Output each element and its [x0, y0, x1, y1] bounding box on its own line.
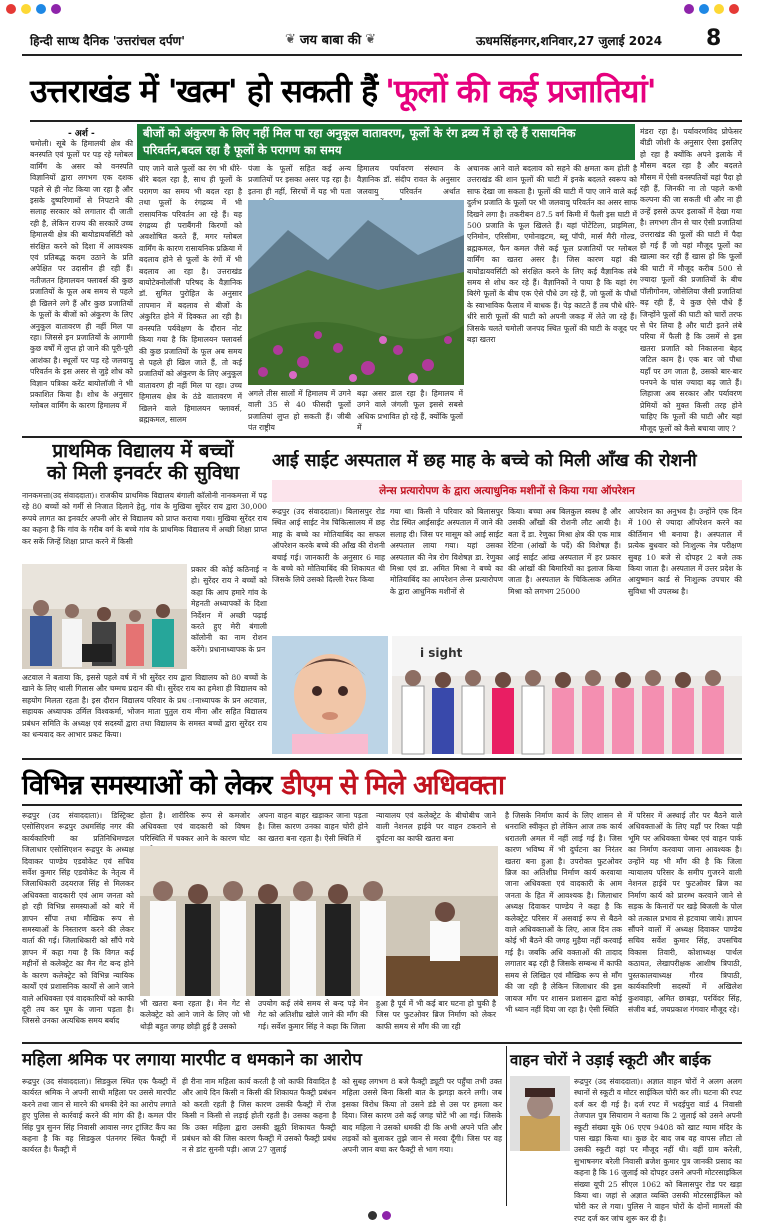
dot-icon — [699, 4, 709, 14]
dot-icon — [684, 4, 694, 14]
story4-column-3-bottom: उपयोग कई लंबे समय से बन्द पड़े मेन गेट को अतिशीघ्र खोले जाने की माँग की गई। सर्वेश कुमार सिंह ने कहा कि जिला — [258, 999, 368, 1031]
dot-icon — [729, 4, 739, 14]
paper-name: हिन्दी साप्ध दैनिक 'उत्तरांचल दर्पण' — [30, 34, 185, 48]
story4-column-6: में परिसर में अस्थाई तौर पर बैठने वाले अधिवक्ताओं के लिए यहाँ पर रिक्त पड़ी भूमि पर अधिवक्ता चेम्बर एवं वाहन पार्क का निर्माण करवाया जाना आवश्यक है। उन्होंने यह भी माँग की है कि जिला न्यायालय परिसर के समीप गुजरने वाली नेशनल हाईवे पर फुटओवर ब्रिज का निर्माण कार्य को प्रारम्भ करवाने जाने से सड़क के किनारों पर खड़े बिजली के पोल को तत्काल प्रभाव से हटवाया जाये। ज्ञापन सौंपने वालों में अध्यक्ष दिवाकर पाण्डेय सचिव सर्वेश कुमार सिंह, उपसचिव विकास तिवारी, कोशाध्यक्ष पार्थल कठायत, लेखापरीक्षक आशीष त्रिपाठी, पुस्तकालयाध्यक्ष गौरव त्रिपाठी, कार्यकारिणी सदस्यों में अखिलेश कुशवाहा, अमित छाबड़ा, परविंदर सिंह, संजीव बर्ड, जयप्रकाश गंगवार मौजूद रहे। — [628, 811, 742, 1014]
ornament-icon: ❦ — [285, 31, 296, 47]
story3-headline: आई साईट अस्पताल में छह माह के बच्चे को मिली आँख की रोशनी — [272, 451, 697, 471]
story4-column-4-bottom: हुआ है पूर्व में भी कई बार घटना हो चुकी है जिस पर फुटओवर ब्रिज निर्माण को लेकर काफी समय से माँग की जा रही — [376, 999, 496, 1031]
masthead-rule — [22, 54, 742, 56]
school-photo — [22, 564, 187, 669]
dateline: ऊधमसिंहनगर,शनिवार,27 जुलाई 2024 — [476, 34, 663, 48]
baby-photo-illustration — [272, 636, 388, 754]
story4-column-2-bottom: भी खतरा बना रहता है। मेन गेट से कलेक्ट्रेट को आने जाने के लिए जो भी थोड़ी बहुत जगह छोड़ी हुई है उसको — [140, 999, 250, 1031]
story1-column-1: चमोली। सूबे के हिमालयी क्षेत्र की बनस्पति एवं फूलों पर पड़ रहे ग्लोबल वार्मिंग के असर को वनस्पति विज्ञानियों द्वारा लगभग एक दशक पहले से ही नोट किया जा रहा है और इसके दुष्परिणामों से निपटाने की सलाह सरकार को लगातार दी जाती रही है, लेकिन राज्य की सरकारें उच्च हिमालयी क्षेत्र की बायोडायवर्सिटी को संरक्षित करने को दिशा में आवश्यक एवं प्रतिबद्ध कदम उठाने के प्रति अपेक्षित पर उदासीन ही रही हैं। नतीजतन हिमालयन फ्लावर्स की कुछ प्रजातियों के फूल अब समय से पहले ही खिलने लगे हैं और कुछ प्रजातियों के फूलों के बीजों को अंकुरण के लिए अनुकूल वातावरण ही नहीं मिल पा रहा। जिससे इन प्रजातियों के आगामी कुछ वर्षों में लुप्त हो जाने की पूरी-पूरी आशंका है। स्थूलों पर पड़ रहे जलवायु परिवर्तन के इस असर से जुड़े शोध को विज्ञान पत्रिका करेंट बायोलॉजी ने भी प्रकाशित किया है। शोध के अनुसार ग्लोबल वार्मिंग के कारण हिमालय में — [30, 139, 133, 411]
motto-text: जय बाबा की — [299, 33, 362, 48]
baby-photo — [272, 636, 388, 754]
story3-bottom-rule — [22, 758, 742, 760]
story4-column-3-top: अपना वाहन बाहर खड़ाकर जाना पड़ता है। जिस कारण उनका वाहन चोरी होने का खतरा बना रहता है। ऐसी स्थिति में — [258, 811, 368, 843]
story1-column-2: पाए जाने वाले फूलों का रंग भी धीरे-धीरे बदल रहा है, साथ ही फूलों के परागण का समय भी बदल रहा है तथा फूलों के रंगद्रव्य में भी रासायनिक परिवर्तन आ रहे हैं। यह रंगद्रव्य ही पराबैंगनी किरणों को अवशोषित करते हैं, मगर ग्लोबल वार्मिंग के कारण रासायनिक प्रक्रिया में बदलाव होने से फूलों के रंगों में भी बदलाव आ रहा है। उत्तराखंड बायोटेक्नोलॉजी परिषद के वैज्ञानिक डॉ. सुमित पुरोहित के अनुसार तापमान में बदलाव से बीजों के अंकुरित होने में दिक्कत आ रही है।वनस्पति पर्यवेक्षण के दौरान नोट किया गया है कि हिमालयन फ्लावर्स की कुछ प्रजातियों के फूल अब समय से पहले ही खिल जाते हैं, तो कई प्रजातियों को अंकुरण के लिए अनुकूल वातावरण ही नहीं मिल पा रहा। उच्च हिमालय क्षेत्र के ठंडे वातावरण में खिलने वाले हिमालयन फ्लावर्स, ब्रह्मकमल, सालम — [139, 164, 242, 424]
story2-side: प्रकार की कोई कठिनाई न हो। सुरेंदर राय ने बच्चों को कहा कि आप हमारे गांव के मेहनती अध्यापकों के दिशा निर्देशन में अच्छी पढ़ाई करते हुए मेरी बंगाली कॉलोनी का नाम रोशन करेंगे। प्रधानाध्यापक के प्रन — [191, 565, 267, 654]
story1-headline-part1: उत्तराखंड में 'खत्म' हो सकती हैं — [30, 71, 378, 110]
story3-column-1: रूद्रपुर (उद संवाददाता)। बिलासपुर रोड स्थित आई साईट नेत्र चिकित्सालय में छह माह के बच्चे का मोतियाबिंद का सफल ऑपरेशन करके बच्चे की आँख की रोशनी बचाई गई। जानकारी के अनुसार 6 माह के बच्चे को मोतियाबिंद की शिकायत थी जिसके लिये उसको दिल्ली रेफर किया — [272, 507, 385, 585]
story4-bottom-rule — [22, 1042, 742, 1044]
dot-icon — [6, 4, 16, 14]
story5-headline: महिला श्रमिक पर लगाया मारपीट व धमकाने का आरोप — [22, 1050, 362, 1070]
story2-bottom: अटवाल ने बताया कि, इससे पहले वर्ष में भी सुरेंदर राय द्वारा विद्यालय को 80 बच्चों के खाने के लिए थाली गिलास और चम्मच प्रदान की थी। सुरेंदर राय का हमेशा ही विद्यालय को सहयोग मिलता रहता है। इस दौरान विद्यालय परिवार के प्रध ानाध्यापक के प्रन अटवाल, सहायक अध्यापक उर्मिल विश्वकर्मा, भोजन माता पुतुल राय मीना और सहित विद्यालय प्रबंधन समिति के अध्यक्ष एवं सदस्यों द्वारा तथा विद्यालय के समस्त बच्चों द्वारा सुरेंदर राय का धन्यवाद कर आभार प्रकट किया। — [22, 673, 267, 740]
masthead-dots-right — [684, 4, 739, 14]
advocates-meeting-illustration — [140, 846, 498, 996]
hospital-staff-photo — [392, 636, 742, 754]
story5-column-3: को सुबह लगभग 8 बजे फैक्ट्री ड्यूटी पर पहुँचा तभी उक्त महिला उससे बिना किसी बात के झगड़ा करने लगी। जब इसका विरोध किया तो उसने डंडे से उस पर हमला कर दिया। जिस कारण उसे कई जगह चोटें भी आ गई। जिसके बाद महिला ने उसको धमकी दी कि अभी अपने पति और लड़कों को बुलाकर तुझे जान से मरवा दूँगी। जिस पर वह अपनी जान बचा कर फैक्ट्री से भाग गया। — [342, 1077, 502, 1155]
story4-column-2-top: होता है। शारीरिक रूप से कमजोर अधिवक्ता एवं वादकारी को विषम परिस्थिति में चक्कर आने के कारण चोट — [140, 811, 250, 843]
dot-icon — [368, 1211, 377, 1220]
dot-icon — [51, 4, 61, 14]
story2-intro: नानकमत्ता(उद संवाददाता)। राजकीय प्राथमिक विद्यालय बंगाली कॉलोनी नानकमत्ता में पढ़ रहे 80 बच्चों को गर्मी से निजात दिलाने हेतु, गांव के मुखिया सुरेंदर राय द्वारा 30,000 रूपये लागत का इनवर्टर अपनी ओर से विद्यालय को प्राप्त कराया गया। मुखिया सुरेंदर राय का कहना है कि गांव के गरीब वर्ग के बच्चे गांव के प्राथमिक विद्यालय में अच्छी शिक्षा प्राप्त कर सकें जिन्हें शिक्षा प्राप्त करने में किसी — [22, 491, 267, 546]
story3-subheadline: लेन्स प्रत्यारोपण के द्वारा अत्याधुनिक मशीनों से किया गया ऑपरेशन — [272, 480, 742, 502]
story1-column-3-bottom: अगले तीस सालों में हिमालय में उगने वाली 35 से 40 फीसदी फूलों प्रजातियां लुप्त हो सकती हैं। जीबी पंत राष्ट्रीय — [248, 389, 351, 433]
story1-headline — [30, 60, 742, 122]
footer-dots — [368, 1211, 391, 1220]
story1-column-3-top: पंजा के फूलों सहित कई अन्य प्रजातियों पर इसका असर पड़ रहा है। इतना ही नहीं, सिरचों में यह भी पता — [248, 164, 351, 196]
story1-column-4-top: हिमालय पर्यावरण संस्थान के वैज्ञानिक डॉ. संदीप रावत के अनुसार जलवायु परिवर्तन अर्थात — [357, 164, 460, 196]
story2-headline-line2: को मिली इनवर्टर की सुविधा — [46, 462, 240, 484]
dot-icon — [36, 4, 46, 14]
dot-icon — [382, 1211, 391, 1220]
dot-icon — [21, 4, 31, 14]
story4-headline — [22, 762, 742, 806]
story4-column-5: है जिसके निर्माण कार्य के लिए शासन से धनराशि स्वीकृत हो लेकिन आज तक कार्य धरातली अमल में नहीं लाई गई है। जिस कारण भविष्य में भी दुर्घटना का निरंतर खतरा बना हुआ है। उपरोक्त फुटओवर ब्रिज का अतिशीघ्र निर्माण कार्य करवाया जाना अधिवक्ता एवं वादकारी के आम जनता के हित में आवश्यक है। जिलाधार अध्यक्ष दिवाकर पाण्डेय ने कहा है कि कलेक्ट्रेट परिसर में असवाई रूप से बैठने वाले अधिवक्ताओं के लिए, आज दिन तक कोई भी बैठने की जगह मुहैया नहीं करवाई गई है। जबकि अधि वक्ताओं की तादाद लगातार बढ़ रही है जिसके सम्बन्ध में काफी समय से लिखित एवं मौखिक रूप से माँग की जा रही है लेकिन जिलाधार की इस जायज माँग पर शासन प्रशासन द्वारा कोई भी ध्यान नहीं दिया जा रहा है। ऐसी स्थिति — [505, 811, 622, 1014]
valley-of-flowers-photo — [248, 200, 464, 385]
school-photo-illustration — [22, 564, 187, 669]
story1-subheadline: बीजों को अंकुरण के लिए नहीं मिल पा रहा अनुकूल वातावरण, फूलों के रंग द्रव्य में हो रहे हैं रासायनिक परिवर्तन,बदल रहा है फूलों के परागण का समय — [137, 124, 635, 160]
story3-column-3: किया। बच्चा अब बिलकुल स्वस्थ है और उसकी आँखों की रोशनी लौट आयी है। बता दें डा. रेणुका मिश्रा क्षेत्र की एक मात्र रेटिना (आंखों के पर्दे) की विशेषज्ञ हैं। आई साईट आंख अस्पताल में हर प्रकार की आंखों की बिमारियों का इलाज किया जाता है। अस्पताल के चिकित्सक अमित मिश्रा को लगभग 25000 — [508, 507, 621, 596]
story3-column-4: आपरेशन का अनुभव है। उन्होंने एक दिन में 100 से ज्यादा ऑपरेशन करने का कीर्तिमान भी बनाया है। अस्पताल में प्रत्येक बुधवार को निःशुल्क नेत्र परीक्षण सुबह 10 बजे से दोपहर 2 बजे तक किया जाता है। अस्पताल में उत्तर प्रदेश के आयुष्मान कार्ड से निःशुल्क उपचार की सुविधा भी उपलब्ध है। — [628, 507, 742, 596]
ornament-icon: ❦ — [365, 31, 376, 47]
isight-logo: i sight — [420, 646, 463, 660]
story4-column-1: रूद्रपुर (उद संवाददाता)। डिस्ट्रिक्ट एसोसिएशन रूद्रपुर उधमसिंह नगर की कार्यकारिणी का प्रतिनिधिमण्डल जिलाधार एसोसिएशन रूद्रपुर के अध्यक्ष दिवाकर पाण्डेय एडवोकेट एवं सचिव सर्वेश कुमार सिंह एडवोकेट के नेतृत्व में जिलाधिकारी उदयराज सिंह से मिलकर अधिवक्ता वादकारी एवं आम जनता को हो रही विभिन्न समस्याओं को बारे में ज्ञापन सौंपा तथा मौखिक रूप से समस्याओं के निस्तारण करने की लेकर वार्ता की गई। जिलाधिकारी को सौंपे गये ज्ञापन में कहा गया है कि विगत कई महीनों से कलेक्ट्रेट का मैन गेट बन्द होने के कारण कलेक्ट्रेट को विभिन्न न्यायिक कार्यों एवं प्रशासनिक कार्यों से आने जाने वाले अधिवक्ता एवं वादकारियों को काफी दूरी तय कर घूम के जाना पड़ता है। जिससे उनका अत्यधिक समय बर्बाद — [22, 811, 134, 1026]
story1-byline: - अर्श - — [68, 129, 95, 139]
dot-icon — [714, 4, 724, 14]
page-number: 8 — [706, 26, 722, 51]
story6-body: रूद्रपुर (उद संवाददाता)। अज्ञात वाहन चोरों ने अलग अलग स्थानों से स्कूटी व मोटर साईकिल चोरी कर ली। घटना की रपट दर्ज कर दी गई है। दर्ज रपट में भदईपुरा वार्ड 4 निवासी तेजपाल पुत्र सियाराम ने बताया कि 2 जुलाई को उसने अपनी स्कूटी संख्या यूके 06 एएच 9408 को खाट ग्याम मंदिर के पास खड़ा किया था। कुछ देर बाद जब वह वापस लौटा तो उसकी स्कूटी वहां पर मौजूद नहीं थी। वहीं ग्राम करेली, सुभाषनगर बरेली निवासी ब्रजेश कुमार पुत्र जानकी प्रसाद का कहना है कि 16 जुलाई को दोपहर उसने अपनी मोटरसाइकिल संख्या यूपी 25 सीएल 1062 को बिलासपुर रोड पर खड़ा किया था। जहां से अज्ञात व्यक्ति उसकी मोटरसाईकिल को चोरी कर ले गया। पुलिस ने वाहन चोरों के दोनों मामलों की रपट दर्ज कर जांच शुरू कर दी है। — [574, 1077, 743, 1223]
story4-column-4-top: न्यायालय एवं कलेक्ट्रेट के बीचोबीच जाने वाली नेशनल हाईवे पर वाहन टकराने से दुर्घटना का काफी खतरा बना — [376, 811, 496, 843]
story5-right-rule — [506, 1046, 507, 1206]
story1-column-6: मंडरा रहा है। पर्यावरणविद प्रोफेसर बीडी जोशी के अनुसार ऐसा इसलिए हो रहा है क्योंकि अपने इलाके में मौसम बदल रहा है और बदलते मौसम में ऐसी वनस्पतियों यहां पैदा हो रही हैं, जिनकी ना तो पहले कभी कल्पना की जा सकती थी और ना ही उन्हें इससे ऊपर इलाकों में देखा गया है। लगभग तीन से चार ऐसी प्रजातियां उत्तराखंड की फूलों की घाटी में पैदा हो गई हैं जो यहां मौजूद फूलों का खात्मा कर रही हैं खास हो कि फूलों की घाटी में मौजूद करीब 500 से ज्यादा फूलों की प्रजातियों के बीच पॉलीगोनम, जोसेलिया जैसी प्रजातियां बढ़ रही हैं, ये कुछ ऐसे पौधे हैं जिन्होंने फूलों की घाटी को चारों तरफ से घेर लिया है और घाटी इतने लंबे परिया में फैली है कि उसमें से इस खतरा प्रजाति को निकालना बेहद जटिल काम है। एक बार जो पौधा यहाँ पर उग जाता है, उसको बार-बार पनपने के चांस ज्यादा बढ़ जाते हैं। लिहाजा अब सरकार और पर्यावरण प्रेमियों को मुक्त किसी तरह होने चाहिए कि फूलों की घाटी और यहां मौजूद फूलों को कैसे बचाया जाए ? — [640, 127, 742, 433]
story1-column-4-bottom: बढ़ा असर डाल रहा है। हिमालय में उगने वाले जंगली फूल इससे सबसे अधिक प्रभावित हो रहे हैं, क्योंकि फूलों में — [357, 389, 463, 433]
story4-headline-part2: डीएम से मिले अधिवक्ता — [281, 769, 505, 801]
story6-headline: वाहन चोरों ने उड़ाई स्कूटी और बाईक — [510, 1051, 711, 1069]
story1-headline-part2: 'फूलों की कई प्रजातियां' — [385, 71, 656, 110]
story5-column-2: ही रीना नाम महिला कार्य करती है जो काफी विवादित है और आये दिन किसी न किसी की शिकायत फैक्ट्री प्रबंधन को करती रहती है जिस कारण उसकी फैक्ट्री में रोज किसी न किसी से लड़ाई होती रहती है। उसका कहना है कि उक्त महिला द्वारा उसकी झूठी शिकायत फैक्ट्री प्रबंधन को की जिस कारण फैक्ट्री में उसको फैक्ट्री प्रबंध न से डांट सुननी पड़ी। आज 27 जुलाई — [182, 1077, 336, 1155]
story1-bottom-rule — [22, 436, 742, 438]
story5-column-1: रूद्रपुर (उद संवाददाता)। सिडकुल स्थित एक फैक्ट्री में कार्यरत श्रमिक ने अपनी साथी महिला पर उससे मारपीट करने तथा जान से मारने की धमकी देने का आरोप लगाते हुए पुलिस से कार्रवाई करने की मांग की है। कमल पीर सिंह पुत्र सुनन सिंह निवासी आवास नगर ट्रांजिट कैंप का कहना है कि वह सिडकुल पंतनगर स्थित फैक्ट्री में कार्यरत है। फैक्ट्री में — [22, 1077, 176, 1155]
story2-headline-line1: प्राथमिक विद्यालय में बच्चों — [52, 440, 234, 462]
valley-of-flowers-illustration — [248, 200, 464, 385]
motto — [285, 30, 376, 48]
story4-headline-part1: विभिन्न समस्याओं को लेकर — [22, 769, 272, 801]
advocates-meeting-photo — [140, 846, 498, 996]
masthead-dots-left — [6, 4, 61, 14]
story3-column-2: गया था। किसी ने परिवार को बिलासपुर रोड स्थित आईसाईट अस्पताल में जाने की सलाह दी। जिस पर मासूम को आई साईट अस्पताल लाया गया। यहां उसका अस्पताल की नेत्र रोग विशेषज्ञ डा. रेणुका मिश्रा एवं डा. अमित मिश्रा ने बच्चे का मोतियाबिंद का आपरेशन लेन्स प्रत्यारोपण के द्वारा आधुनिक मशीनों से — [390, 507, 503, 596]
story1-column-5: अचानक आने वाले बदलाव को सहने की क्षमता कम होती है उत्तराखंड की शान फूलों की घाटी में इनके बदलते स्वरूप को साफ देखा जा सकता है। फूलों की घाटी में पाए जाने वाले कई दुर्लभ प्रजाति के फूलों पर भी जलवायु परिवर्तन का असर साफ दिखने लगा है। तकरीबन 87.5 वर्ग किमी में फैली इस घाटी में 500 प्रजाति के फूल खिलते हैं। यहां पोटेंटिला, प्राइमिला, एनिमोन, एरिसीमा, एमोनाइटम, ब्लू पॉपी, मार्स मैरी गोल्ड, ब्रह्मकमल, फैन कमल जैसे कई फूल प्रजातियों पर ग्लोबल वार्मिंग का खतरा असर है। जिस कारण यहां की बायोडायवर्सिटी को संरक्षित करने के लिए कई वैज्ञानिक लंबे समय से शोध कर रहे हैं। वैज्ञानिकों ने पाया है कि यहां रंग बिरंगे फूलों के बीच एक ऐसे पौधे उग रहे हैं, जो फूलों के पौधों के स्वाभाविक फैलाव में बाधक हैं। पेड़ काटते हैं तब पौधे धीरे-धीरे सारी फूलों की घाटी को अपनी जकड़ में लेते जा रहे हैं। जिसके चलते चमोली जनपद स्थित फूलों की घाटी के वजूद पर बड़ा खतरा — [467, 164, 637, 345]
